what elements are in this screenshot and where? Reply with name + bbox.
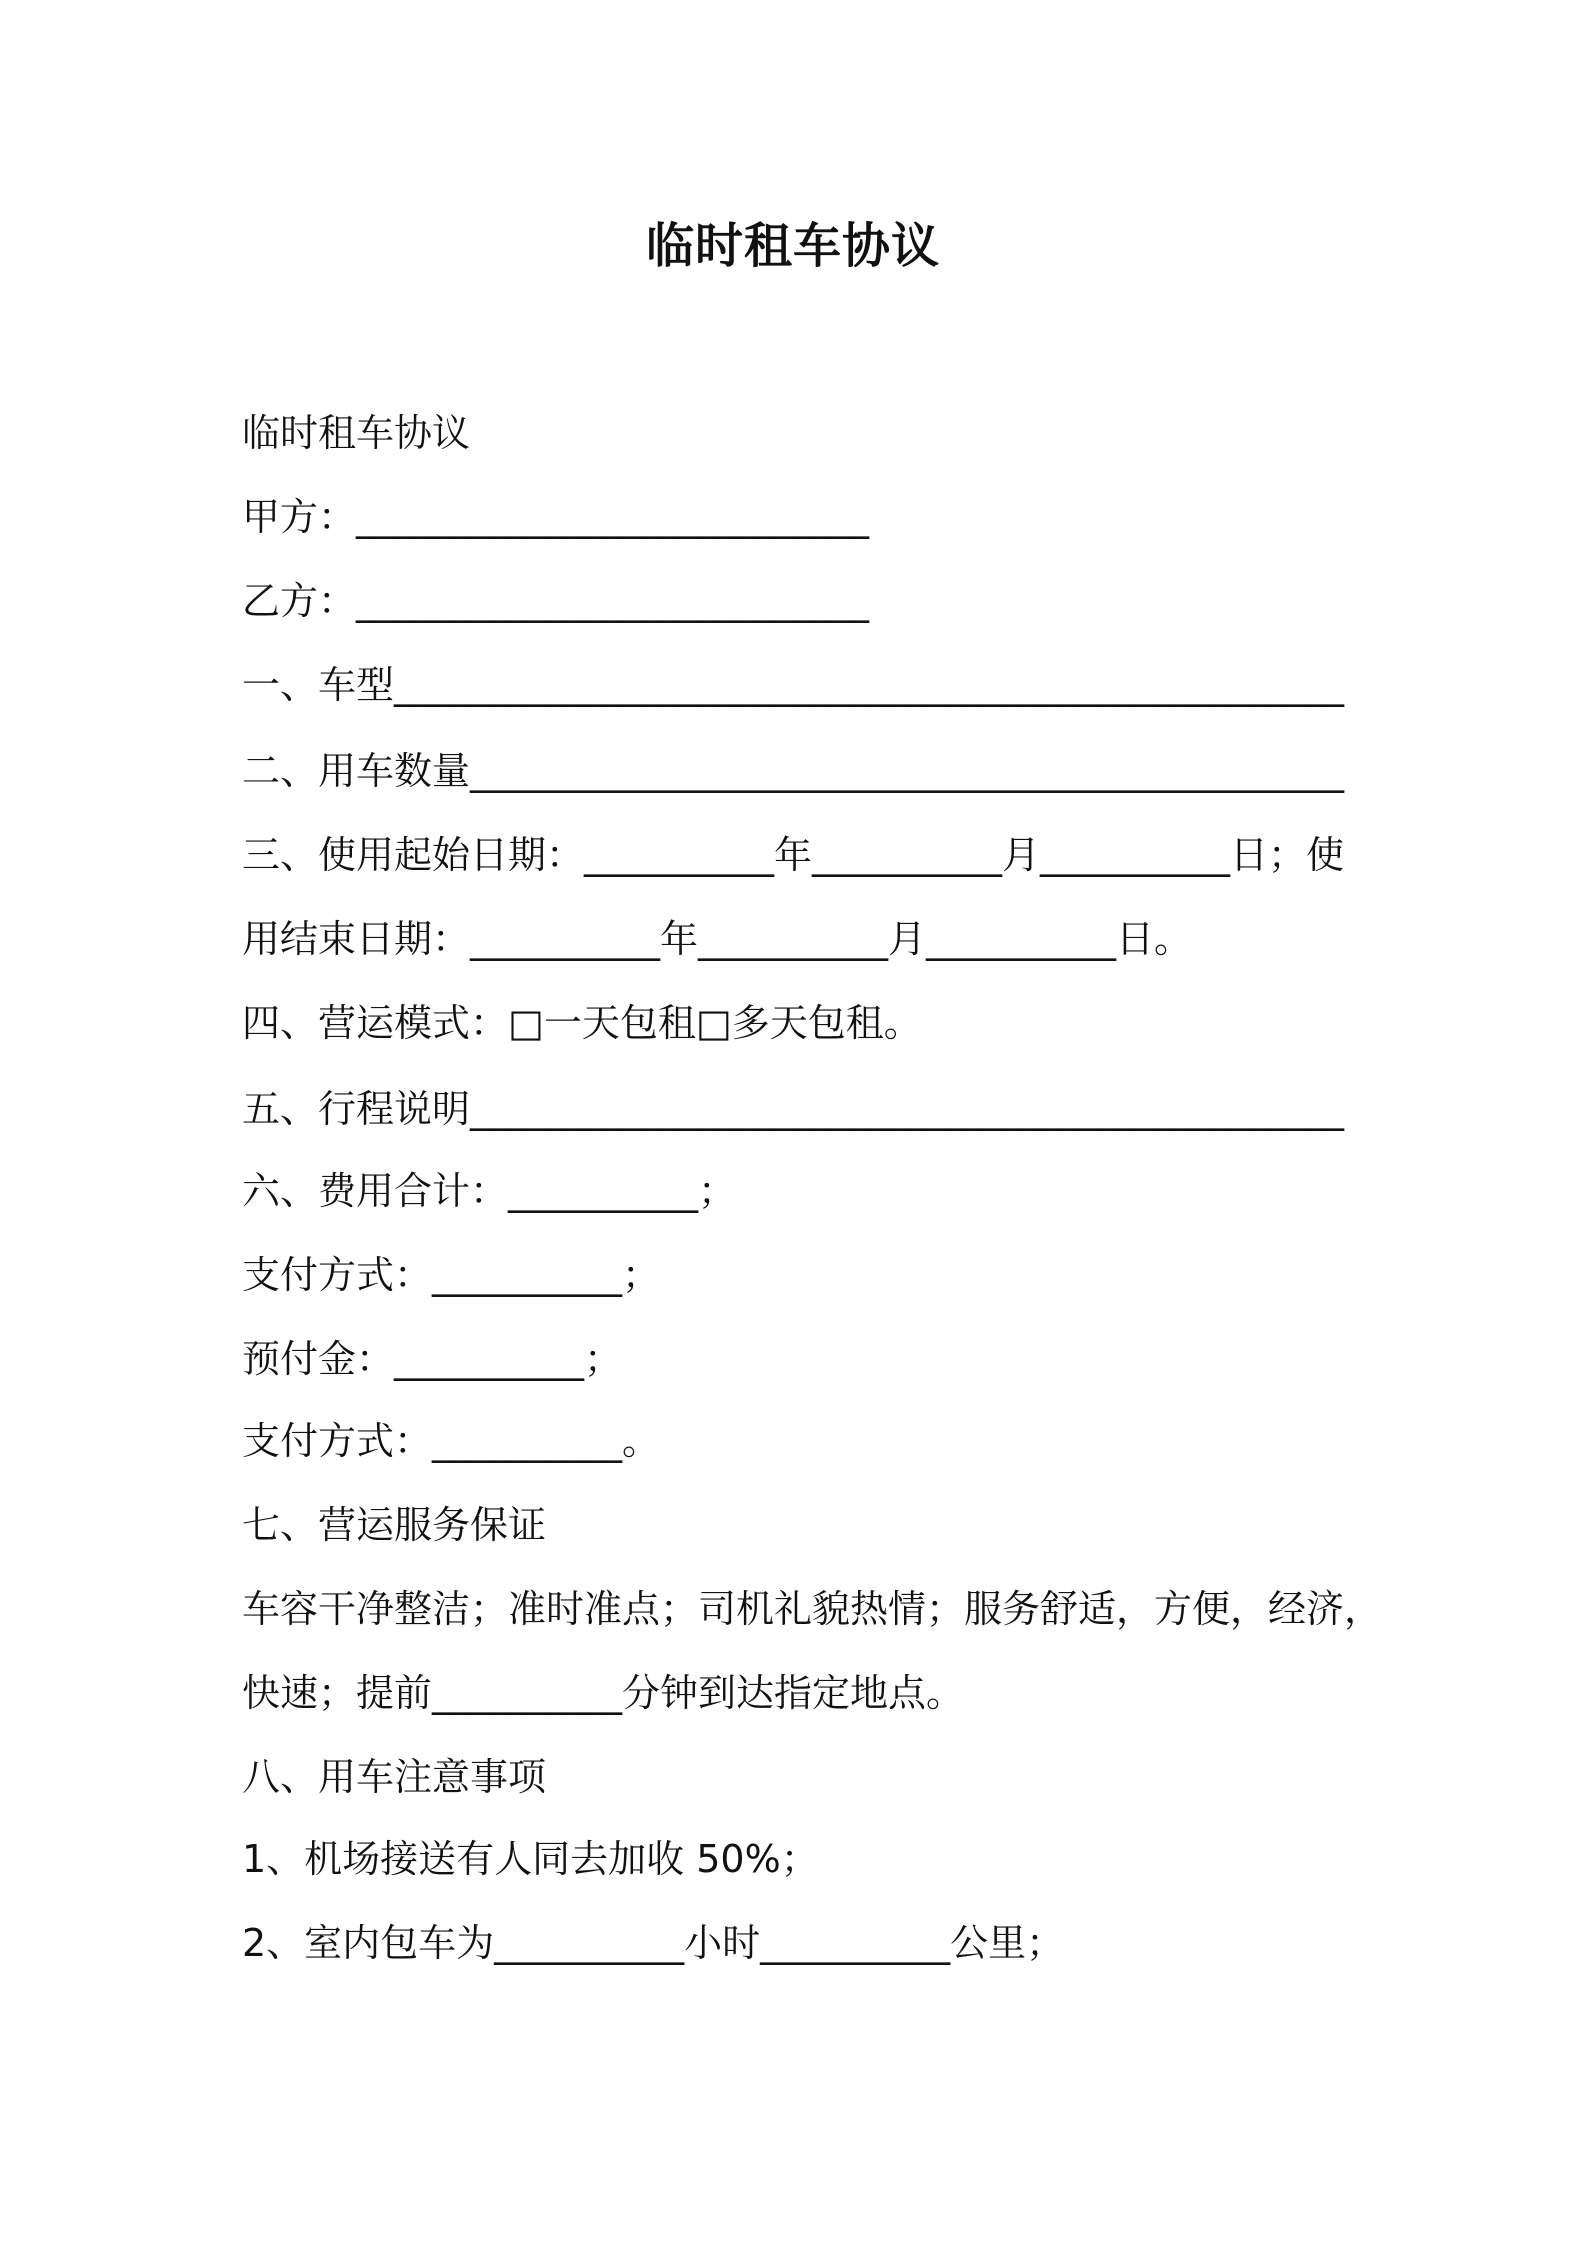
doc-line-end-date: 用结束日期：__________年__________月__________日。 bbox=[242, 917, 1193, 961]
doc-line-prepayment: 预付金：__________； bbox=[242, 1337, 623, 1381]
document-title: 临时租车协议 bbox=[645, 218, 940, 274]
doc-line-party-b: 乙方：___________________________ bbox=[242, 579, 870, 623]
doc-line-note-1: 1、机场接送有人同去加收 50%； bbox=[242, 1837, 819, 1881]
doc-line-service-guarantee-1: 车容干净整洁；准时准点；司机礼貌热情；服务舒适，方便，经济， bbox=[242, 1587, 1383, 1631]
doc-line-note-2: 2、室内包车为__________小时__________公里； bbox=[242, 1921, 1065, 1965]
doc-line-payment-method-2: 支付方式：__________。 bbox=[242, 1419, 661, 1463]
doc-line-start-date: 三、使用起始日期：__________年__________月__________日；使 bbox=[242, 833, 1345, 877]
doc-line-notes-heading: 八、用车注意事项 bbox=[242, 1755, 547, 1799]
doc-line-operation-mode: 四、营运模式：□一天包租□多天包租。 bbox=[242, 1001, 922, 1045]
doc-line-vehicle-count: 二、用车数量______________________________________________ bbox=[242, 749, 1345, 793]
doc-line-total-fee: 六、费用合计：__________； bbox=[242, 1169, 737, 1213]
doc-line-itinerary: 五、行程说明______________________________________________ bbox=[242, 1087, 1345, 1131]
doc-line-subtitle: 临时租车协议 bbox=[242, 411, 471, 455]
doc-line-service-guarantee-heading: 七、营运服务保证 bbox=[242, 1503, 547, 1547]
doc-line-payment-method-1: 支付方式：__________； bbox=[242, 1253, 661, 1297]
doc-line-vehicle-model: 一、车型__________________________________________________ bbox=[242, 663, 1345, 707]
doc-line-service-guarantee-2: 快速；提前__________分钟到达指定地点。 bbox=[242, 1671, 965, 1715]
doc-line-party-a: 甲方：___________________________ bbox=[242, 495, 870, 539]
